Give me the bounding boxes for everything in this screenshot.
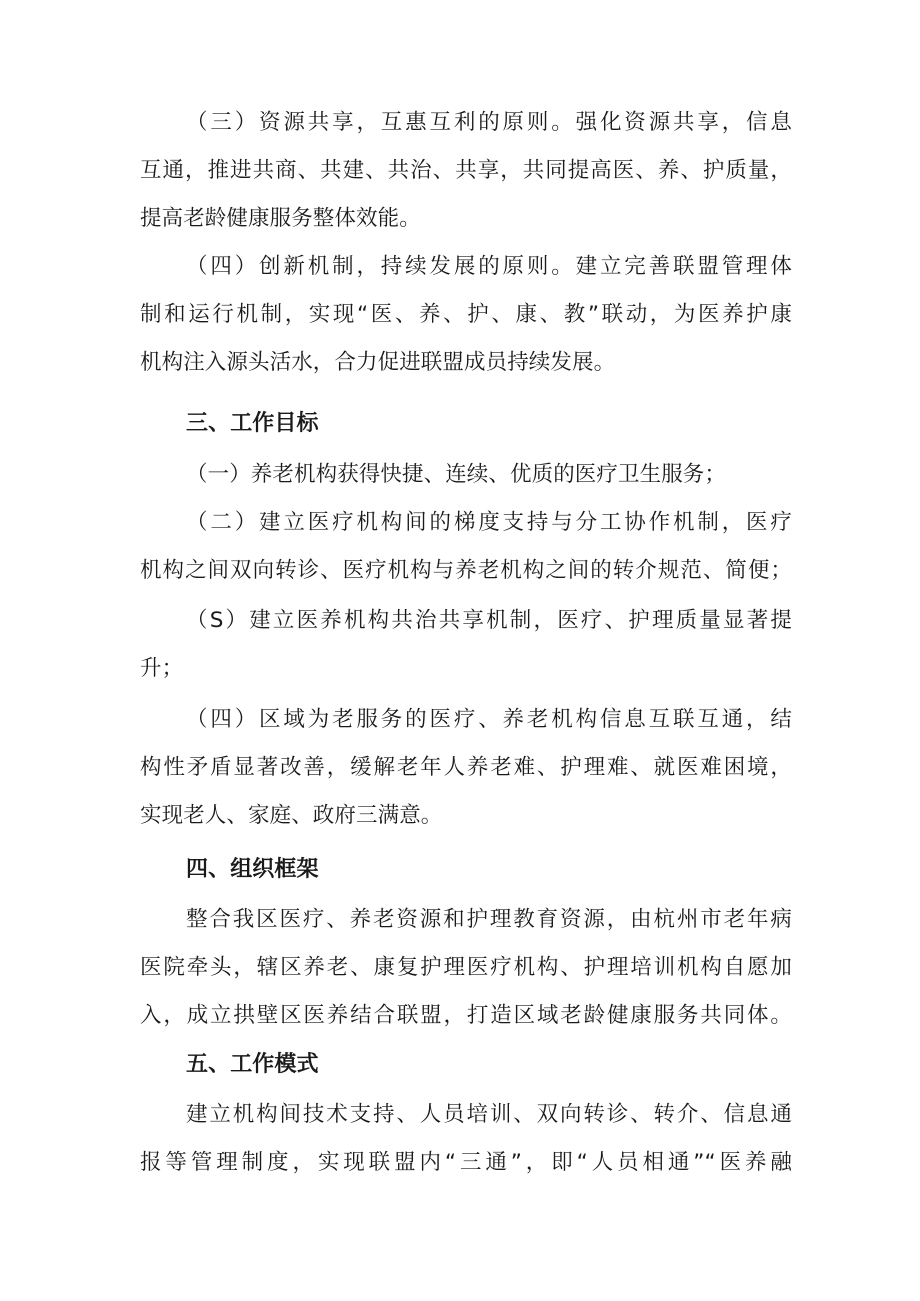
paragraph-line: 提高老龄健康服务整体效能。	[140, 206, 421, 231]
section-heading: 三、工作目标	[186, 411, 319, 436]
paragraph-line: 制和运行机制，实现“医、养、护、康、教”联动，为医养护康	[140, 302, 792, 327]
paragraph-line: （S）建立医养机构共治共享机制，医疗、护理质量显著提	[186, 608, 792, 633]
section-heading: 四、组织框架	[186, 857, 319, 882]
paragraph-line: （四）区域为老服务的医疗、养老机构信息互联互通，结	[186, 707, 792, 732]
paragraph-line: （一）养老机构获得快捷、连续、优质的医疗卫生服务；	[186, 462, 727, 487]
paragraph-line: 互通，推进共商、共建、共治、共享，共同提高医、养、护质量，	[140, 158, 792, 183]
paragraph-line: 医院牵头，辖区养老、康复护理医疗机构、护理培训机构自愿加	[140, 955, 792, 980]
paragraph-line: 报等管理制度，实现联盟内“三通”，即“人员相通”“医养融	[140, 1150, 792, 1175]
section-heading: 五、工作模式	[186, 1052, 319, 1077]
paragraph-line: 建立机构间技术支持、人员培训、双向转诊、转介、信息通	[186, 1102, 792, 1127]
paragraph-line: 机构注入源头活水，合力促进联盟成员持续发展。	[140, 350, 616, 375]
paragraph-line: 实现老人、家庭、政府三满意。	[140, 803, 443, 828]
paragraph-line: （三）资源共享，互惠互利的原则。强化资源共享，信息	[186, 110, 792, 135]
paragraph-line: 入，成立拱壁区医养结合联盟，打造区域老龄健康服务共同体。	[140, 1003, 792, 1028]
paragraph-line: （二）建立医疗机构间的梯度支持与分工协作机制，医疗	[186, 510, 792, 535]
paragraph-line: 整合我区医疗、养老资源和护理教育资源，由杭州市老年病	[186, 907, 792, 932]
paragraph-line: 机构之间双向转诊、医疗机构与养老机构之间的转介规范、简便；	[140, 558, 792, 583]
paragraph-line: 升；	[140, 656, 184, 681]
paragraph-line: 构性矛盾显著改善，缓解老年人养老难、护理难、就医难困境，	[140, 755, 792, 780]
paragraph-line: （四）创新机制，持续发展的原则。建立完善联盟管理体	[186, 254, 792, 279]
